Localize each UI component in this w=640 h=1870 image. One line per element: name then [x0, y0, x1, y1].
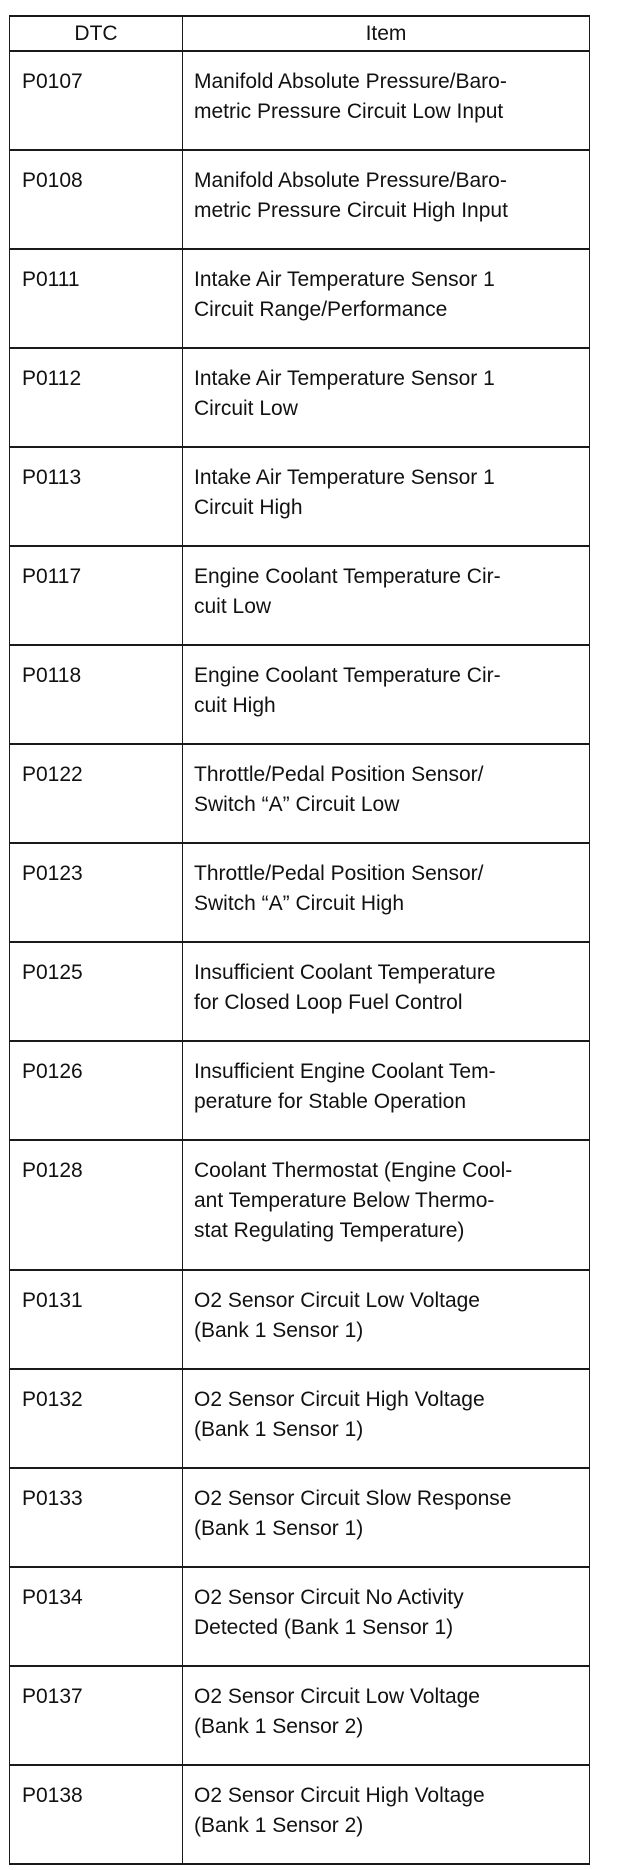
- table-row: [10, 447, 590, 546]
- dtc-description: Throttle/Pedal Position Sensor/ Switch “A” Circuit High: [183, 843, 590, 942]
- table-row: [10, 249, 590, 348]
- dtc-code: P0117: [10, 546, 183, 645]
- dtc-description: Insufficient Coolant Temperature for Closed Loop Fuel Control: [183, 942, 590, 1041]
- table-row: [10, 51, 590, 150]
- dtc-description: Engine Coolant Temperature Cir- cuit High: [183, 645, 590, 744]
- dtc-code: P0138: [10, 1765, 183, 1864]
- table-row: [10, 1270, 590, 1369]
- header-row: [10, 16, 590, 51]
- table-row: [10, 942, 590, 1041]
- dtc-description: Intake Air Temperature Sensor 1 Circuit Low: [183, 348, 590, 447]
- dtc-code: P0111: [10, 249, 183, 348]
- table-row: [10, 348, 590, 447]
- dtc-code: P0122: [10, 744, 183, 843]
- table-row: [10, 843, 590, 942]
- table-row: [10, 1765, 590, 1864]
- dtc-description: Intake Air Temperature Sensor 1 Circuit High: [183, 447, 590, 546]
- dtc-code: P0133: [10, 1468, 183, 1567]
- dtc-description: O2 Sensor Circuit High Voltage (Bank 1 Sensor 1): [183, 1369, 590, 1468]
- dtc-code: P0107: [10, 51, 183, 150]
- dtc-description: Manifold Absolute Pressure/Baro- metric Pressure Circuit High Input: [183, 150, 590, 249]
- dtc-code: P0126: [10, 1041, 183, 1140]
- table-row: [10, 1567, 590, 1666]
- table-header: [10, 16, 590, 51]
- table-row: [10, 1666, 590, 1765]
- table-row: [10, 1369, 590, 1468]
- dtc-description: Insufficient Engine Coolant Tem- perature for Stable Operation: [183, 1041, 590, 1140]
- dtc-code: P0113: [10, 447, 183, 546]
- dtc-description: O2 Sensor Circuit High Voltage (Bank 1 Sensor 2): [183, 1765, 590, 1864]
- dtc-code: P0131: [10, 1270, 183, 1369]
- column-header-dtc: DTC: [10, 16, 183, 51]
- dtc-table: [9, 15, 590, 1865]
- dtc-code: P0118: [10, 645, 183, 744]
- dtc-description: Throttle/Pedal Position Sensor/ Switch “A” Circuit Low: [183, 744, 590, 843]
- column-header-item: Item: [183, 16, 590, 51]
- table-row: [10, 1041, 590, 1140]
- dtc-description: O2 Sensor Circuit Low Voltage (Bank 1 Sensor 2): [183, 1666, 590, 1765]
- table-row: [10, 645, 590, 744]
- dtc-description: O2 Sensor Circuit Low Voltage (Bank 1 Sensor 1): [183, 1270, 590, 1369]
- dtc-description: Manifold Absolute Pressure/Baro- metric Pressure Circuit Low Input: [183, 51, 590, 150]
- table-row: [10, 1140, 590, 1270]
- dtc-code: P0132: [10, 1369, 183, 1468]
- dtc-code: P0137: [10, 1666, 183, 1765]
- dtc-description: O2 Sensor Circuit No Activity Detected (Bank 1 Sensor 1): [183, 1567, 590, 1666]
- dtc-description: Engine Coolant Temperature Cir- cuit Low: [183, 546, 590, 645]
- dtc-code: P0128: [10, 1140, 183, 1270]
- table-row: [10, 1468, 590, 1567]
- dtc-code: P0123: [10, 843, 183, 942]
- dtc-description: O2 Sensor Circuit Slow Response (Bank 1 Sensor 1): [183, 1468, 590, 1567]
- dtc-code: P0125: [10, 942, 183, 1041]
- dtc-description: Coolant Thermostat (Engine Cool- ant Temperature Below Thermo- stat Regulating Temperature): [183, 1140, 590, 1270]
- table-row: [10, 744, 590, 843]
- table-row: [10, 150, 590, 249]
- table-body: [10, 51, 590, 1864]
- table-row: [10, 546, 590, 645]
- dtc-code: P0108: [10, 150, 183, 249]
- dtc-code: P0112: [10, 348, 183, 447]
- dtc-description: Intake Air Temperature Sensor 1 Circuit Range/Performance: [183, 249, 590, 348]
- dtc-code: P0134: [10, 1567, 183, 1666]
